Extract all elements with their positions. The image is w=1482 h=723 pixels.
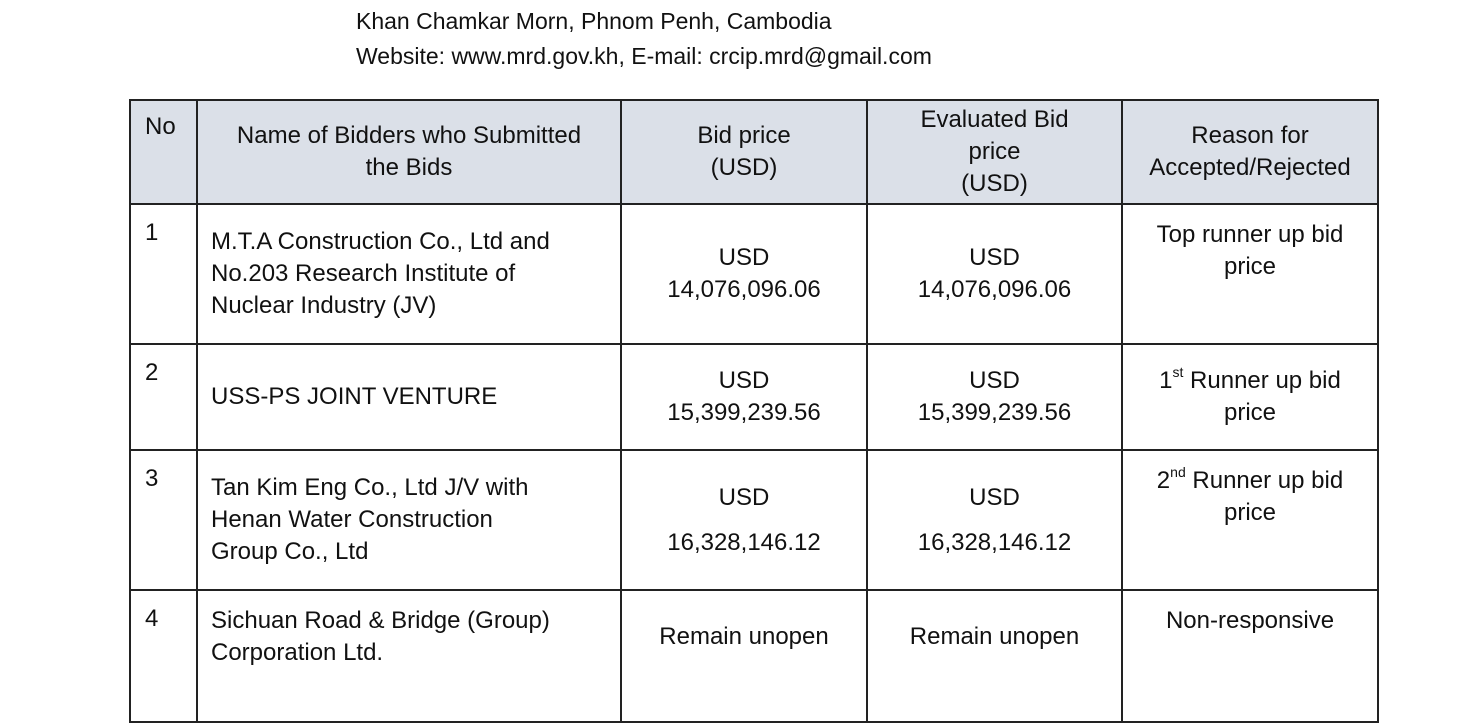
evaluated-bid-price: USD 16,328,146.12 [867,450,1122,590]
evaluated-bid-price: Remain unopen [867,590,1122,722]
bidder-name: USS-PS JOINT VENTURE [197,344,621,450]
address-line: Khan Chamkar Morn, Phnom Penh, Cambodia [356,8,832,34]
row-number: 4 [130,590,197,722]
evaluated-bid-price: USD 15,399,239.56 [867,344,1122,450]
bidder-name: Sichuan Road & Bridge (Group) Corporation Ltd. [197,590,621,722]
bid-price: Remain unopen [621,590,867,722]
reason: Top runner up bid price [1122,204,1378,344]
row-number: 1 [130,204,197,344]
header-bidder-name: Name of Bidders who Submitted the Bids [197,100,621,204]
reason: 1st Runner up bid price [1122,344,1378,450]
bid-price: USD 16,328,146.12 [621,450,867,590]
header-bid-price: Bid price (USD) [621,100,867,204]
reason: Non-responsive [1122,590,1378,722]
table-row [130,344,1378,450]
header-reason: Reason for Accepted/Rejected [1122,100,1378,204]
table-row [130,590,1378,722]
header-no: No [130,100,197,204]
reason: 2nd Runner up bid price [1122,450,1378,590]
evaluated-bid-price: USD 14,076,096.06 [867,204,1122,344]
table-header-row [130,100,1378,204]
bid-price: USD 15,399,239.56 [621,344,867,450]
bidder-name: Tan Kim Eng Co., Ltd J/V with Henan Water Construction Group Co., Ltd [197,450,621,590]
contact-line: Website: www.mrd.gov.kh, E-mail: crcip.mrd@gmail.com [356,43,932,69]
bidder-name: M.T.A Construction Co., Ltd and No.203 Research Institute of Nuclear Industry (JV) [197,204,621,344]
table-row [130,204,1378,344]
table-row [130,450,1378,590]
bid-evaluation-table [129,99,1379,723]
bid-price: USD 14,076,096.06 [621,204,867,344]
header-evaluated-bid-price: Evaluated Bid price (USD) [867,100,1122,204]
row-number: 2 [130,344,197,450]
row-number: 3 [130,450,197,590]
